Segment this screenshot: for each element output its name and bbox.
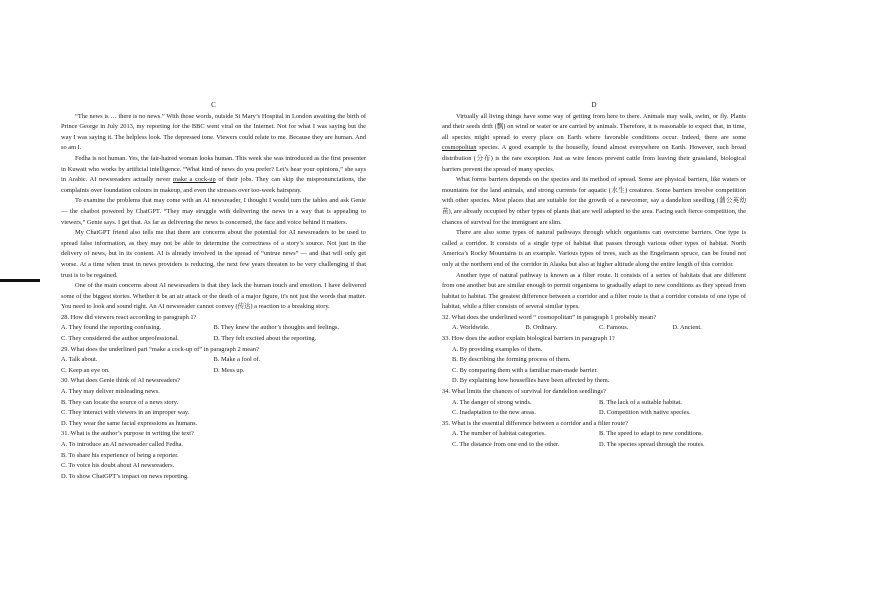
question-31: 31. What is the author’s purpose in writing the text?: [61, 430, 194, 438]
option-33a: A. By providing examples of them.: [452, 345, 543, 353]
option-28b: B. They knew the author’s thoughts and feelings.: [213, 324, 340, 332]
passage-c-paragraph-4: My ChatGPT friend also tells me that there are concerns about the potential for AI newsreaders to be used to spread false information, as they may not be able to determine the correctness of a story’s source. Not just in the delivery of news, but in its content. AI is already involved in the spread of “untrue news” — and that will only get worse. At a time when trust in news providers is reducing, the next few years threaten to be very challenging if that trust is to be regained.: [61, 229, 366, 279]
option-34a: A. The danger of strong winds.: [452, 398, 532, 406]
option-34c: C. Inadaptation to the new areas.: [452, 409, 536, 417]
passage-d-paragraph-4: Another type of natural pathway is known as a filter route. It consists of a series of habitats that are different from one another but are similar enough to permit organisms to gradually adapt to new conditions as they spread from habitat to habitat. The greatest difference between a corridor and a filter route is that a corridor consists of one type of habitat, while a filter consists of several similar types.: [442, 271, 746, 311]
option-29a: A. Talk about.: [61, 356, 98, 364]
option-28a: A. They found the reporting confusing.: [61, 324, 162, 332]
section-c-column: [61, 100, 366, 482]
option-33d: D. By explaining how houseflies have been affected by them.: [452, 377, 610, 385]
option-31a: A. To introduce an AI newsreader called Fedha.: [61, 441, 184, 448]
option-35b: B. The speed to adapt to new conditions.: [599, 430, 704, 438]
option-31b: B. To share his experience of being a reporter.: [61, 451, 179, 459]
section-c-heading: C: [211, 101, 216, 109]
option-33b: B. By describing the forming process of them.: [452, 356, 571, 364]
option-29b: B. Make a fool of.: [213, 356, 261, 364]
option-32c: C. Famous.: [599, 324, 629, 332]
option-28c: C. They considered the author unprofessional.: [61, 335, 179, 343]
passage-c-p2-text-b: of their jobs. They can skip the mispronunciations, the complaints over foundation colours in makeup, and even the stresses over too-week hairspray.: [61, 176, 366, 194]
passage-c-paragraph-3: To examine the problems that may come with an AI newsreader, I thought I would turn the tables and ask Genie — the chatbot powered by ChatGPT. “They may struggle with delivering the news in a way that is appealing to viewers,” Genie says. I get that. As far as delivering the news is concerned, the face and voice behind it matters.: [61, 197, 366, 226]
question-34-options-row-2: [442, 408, 746, 419]
underlined-word: cosmopolitan: [442, 144, 477, 152]
question-35: 35. What is the essential difference between a corridor and a filter route?: [442, 419, 628, 427]
question-34-options-row-1: [442, 398, 746, 409]
question-28: 28. How did viewers react according to paragraph 1?: [61, 313, 197, 321]
passage-c-paragraph-5: One of the main concerns about AI newsreaders is that they lack the human touch and emotion. I have delivered some of the biggest stories. Whether it be an air attack or the death of a major figure, it's not just the words that matter. You need to look and sound right. An AI newsreader cannot convey (传达) a reaction to a breaking story.: [61, 282, 366, 311]
passage-c-p2-text-a: Fedha is not human. Yes, the fair-haired woman looks human. This week she was introduced as the first presenter in Kuwait who works by artificial intelligence. “What kind of news do you prefer? Let’s hear your opinions,” she says in Arabic. AI newsreaders actually never: [61, 154, 366, 184]
question-29-options-row-2: [61, 366, 366, 377]
option-31c: C. To voice his doubt about AI newsreaders.: [61, 462, 175, 470]
option-29d: D. Mess up.: [213, 366, 245, 374]
passage-d-paragraph-3: There are also some types of natural pathways through which organisms can overcome barriers. One type is called a corridor. It consists of a single type of habitat that passes through various other types of habitat. North America’s Rocky Mountains is an example. Various types of trees, such as the Engelmann spruce, can be found not only at the northern end of the corridor in Alaska but also at higher altitude along the entire length of this corridor.: [442, 229, 746, 268]
question-32-options: [452, 323, 746, 334]
passage-c-paragraph-1: “The news is … there is no news.” With those words, outside St Mary’s Hospital in London awaiting the birth of Prince George in July 2013, my reporting for the BBC went viral on the Internet. Not for what I was saying but the way I was saying it. The helpless look. The depressed tone. Viewers could relate to me. Because they are human. And so am I.: [61, 112, 366, 152]
option-33c: C. By comparing them with a familiar man-made barrier.: [452, 366, 598, 374]
option-30b: B. They can locate the source of a news story.: [61, 398, 179, 406]
question-30: 30. What does Genie think of AI newsreaders?: [61, 377, 181, 385]
option-35d: D. The species spread through the routes.: [599, 441, 705, 448]
question-29-options-row-1: [61, 355, 366, 366]
option-35a: A. The number of habitat categories.: [452, 430, 546, 438]
question-33: 33. How does the author explain biological barriers in paragraph 1?: [442, 335, 615, 343]
question-28-options-row-1: [61, 323, 366, 334]
option-32d: D. Ancient.: [672, 324, 702, 332]
option-35c: C. The distance from one end to the other.: [452, 441, 560, 448]
option-30d: D. They wear the same facial expressions as humans.: [61, 419, 198, 427]
binding-margin-mark: [0, 279, 40, 282]
question-32: 32. What does the underlined word “ cosmopolitan” in paragraph 1 probably mean?: [442, 313, 657, 321]
question-35-options-row-1: [442, 429, 746, 440]
question-29: 29. What does the underlined part “make a cock-up of” in paragraph 2 mean?: [61, 345, 259, 353]
question-35-options-row-2: [442, 440, 746, 451]
question-34: 34. What limits the chances of survival for dandelion seedlings?: [442, 388, 606, 396]
passage-d-paragraph-2: What forms barriers depends on the species and its method of spread. Some are physical barriers, like waters or mountains for the land animals, and strong currents for aquatic (水生) creatures. Some barriers involve competition with other species. Most places that are suitable for the growth of a newcomer, say a dandelion seedling (蒲公英幼苗), are already occupied by other types of plants that are well adapted to the area. Facing such fierce competition, the chances of survival for the immigrant are slim.: [442, 176, 746, 226]
option-34d: D. Competition with native species.: [599, 409, 691, 417]
passage-d-p1-text-b: species. A good example is the housefly, found almost everywhere on Earth. However, such broad distribution (分布) is the rare exception. Just as wire fences prevent cattle from leaving their grassland, biological barriers prevent the spread of many species.: [442, 144, 746, 173]
option-32b: B. Ordinary.: [525, 324, 558, 332]
option-32a: A. Worldwide.: [452, 324, 490, 332]
option-29c: C. Keep an eye on.: [61, 366, 110, 374]
option-34b: B. The lack of a suitable habitat.: [599, 398, 682, 406]
option-30c: C. They interact with viewers in an improper way.: [61, 409, 190, 417]
passage-c-paragraph-2: [61, 154, 366, 196]
option-30a: A. They may deliver misleading news.: [61, 388, 160, 396]
section-d-heading: D: [591, 101, 597, 109]
option-31d: D. To show ChatGPT’s impact on news reporting.: [61, 472, 189, 480]
question-28-options-row-2: [61, 334, 366, 345]
passage-d-paragraph-1: [442, 112, 746, 176]
section-d-column: [442, 100, 746, 451]
option-28d: D. They felt excited about the reporting.: [213, 335, 317, 343]
passage-d-p1-text-a: Virtually all living things have some way of getting from here to there. Animals may walk, swim, or fly. Plants and their seeds drift (飘) on wind or water or are carried by animals. Therefore, it is reasonable to expect that, in time, all species might spread to every place on Earth where favorable conditions occur. Indeed, there are some: [442, 112, 746, 141]
underlined-phrase: make a cock-up: [173, 176, 216, 184]
